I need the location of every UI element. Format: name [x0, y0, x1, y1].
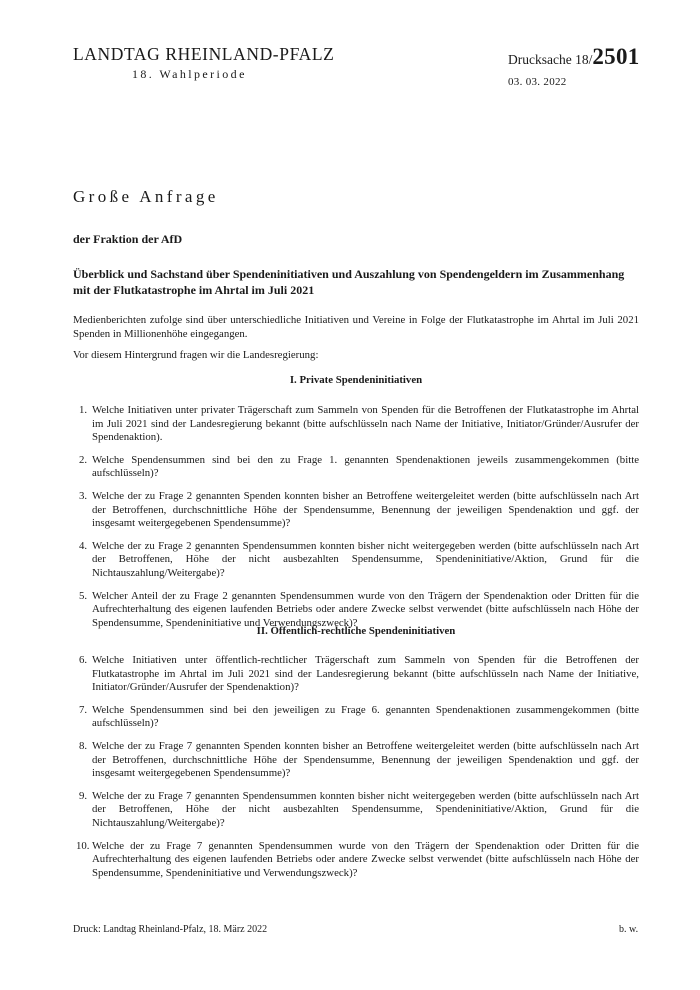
- question-text: Welche Spendensummen sind bei den zu Frage 1. genannten Spendenaktionen jeweils zusammengekommen (bitte aufschlüsseln)?: [92, 453, 639, 480]
- question-number: 8.: [79, 739, 88, 752]
- question-item: [73, 790, 639, 831]
- question-number: 10.: [76, 839, 90, 852]
- lead-sentence: Vor diesem Hintergrund fragen wir die Landesregierung:: [73, 349, 319, 361]
- parliament-name: LANDTAG RHEINLAND-PFALZ: [73, 44, 335, 64]
- question-item: [73, 404, 639, 445]
- faction-line: der Fraktion der AfD: [73, 232, 183, 246]
- question-item: [73, 654, 639, 695]
- question-item: [73, 704, 639, 731]
- question-number: 9.: [79, 789, 88, 802]
- question-number: 5.: [79, 589, 88, 602]
- question-text: Welche Initiativen unter öffentlich-rechtlicher Trägerschaft zum Sammeln von Spenden für die Betroffenen der Flutkatastrophe im Ahrtal im Juli 2021 sind der Landesregierung bekannt (bitte aufschlüsseln nach Name der Initiative, Initiator/Gründer/Ausrufer der Spendenaktion)?: [92, 654, 639, 694]
- question-item: [73, 740, 639, 781]
- subject-heading: Überblick und Sachstand über Spendeninitiativen und Auszahlung von Spendengeldern im Zusammenhang mit der Flutkatastrophe im Ahrtal im Juli 2021: [73, 267, 625, 297]
- question-number: 7.: [79, 703, 88, 716]
- document-date: 03. 03. 2022: [508, 76, 567, 88]
- question-number: 6.: [79, 654, 88, 666]
- question-number: 1.: [79, 404, 88, 416]
- question-text: Welche der zu Frage 7 genannten Spenden konnten bisher an Betroffene weitergeleitet werden (bitte aufschlüsseln nach Art der Betroffenen, durchschnittliche Höhe der Spendensumme, Benennung der jeweiligen Spendenaktion und ggf. der insgesamt weitergegebenen Spendensumme)?: [92, 739, 639, 780]
- question-number: 3.: [79, 489, 88, 502]
- drucksache-number: 2501: [592, 44, 640, 69]
- question-item: [73, 454, 639, 481]
- print-note: Druck: Landtag Rheinland-Pfalz, 18. März 2022: [73, 924, 268, 935]
- question-number: 4.: [79, 539, 88, 552]
- document-type-title: Große Anfrage: [73, 187, 219, 206]
- question-item: [73, 840, 639, 881]
- legislative-period: 18. Wahlperiode: [132, 67, 247, 81]
- question-list-private: [73, 404, 639, 639]
- question-text: Welche Initiativen unter privater Trägerschaft zum Sammeln von Spenden für die Betroffenen der Flutkatastrophe im Ahrtal im Juli 2021 sind der Landesregierung bekannt (bitte aufschlüsseln nach Name der Initiative, Initiator/Gründer/Ausrufer der Spendenaktion).: [92, 404, 639, 444]
- section-heading-public: II. Öffentlich-rechtliche Spendeninitiativen: [256, 625, 456, 637]
- question-number: 2.: [79, 453, 88, 466]
- question-text: Welche der zu Frage 7 genannten Spendensummen konnten bisher nicht weitergegeben werden (bitte aufschlüsseln nach Art der Betroffenen, Höhe der nicht ausbezahlten Spendensumme, Spendeninitiative/Aktion, Grund für die Nichtauszahlung/Weitergabe)?: [92, 789, 639, 829]
- question-list-public: [73, 654, 639, 889]
- continued-note: b. w.: [619, 924, 639, 935]
- question-text: Welche Spendensummen sind bei den jeweiligen zu Frage 6. genannten Spendenaktionen zusammengekommen (bitte aufschlüsseln)?: [92, 703, 639, 730]
- question-text: Welche der zu Frage 2 genannten Spenden konnten bisher an Betroffene weitergeleitet werden (bitte aufschlüsseln nach Art der Betroffenen, durchschnittliche Höhe der Spendensumme, Benennung der jeweiligen Spendenaktion und ggf. der insgesamt weitergegebenen Spendensumme)?: [92, 489, 639, 530]
- question-item: [73, 490, 639, 531]
- question-text: Welche der zu Frage 2 genannten Spendensummen konnten bisher nicht weitergegeben werden (bitte aufschlüsseln nach Art der Betroffenen, Höhe der nicht ausbezahlten Spendensumme, Spendeninitiative/Aktion, Grund für die Nichtauszahlung/Weitergabe)?: [92, 539, 639, 579]
- intro-paragraph: Medienberichten zufolge sind über unterschiedliche Initiativen und Vereine in Folge der Flutkatastrophe im Ahrtal im Juli 2021 Spenden in Millionenhöhe eingegangen.: [73, 314, 639, 340]
- question-item: [73, 540, 639, 581]
- question-text: Welcher Anteil der zu Frage 2 genannten Spendensummen wurde von den Trägern der Spendenaktion oder Dritten für die Aufrechterhaltung des eigenen laufenden Betriebs oder andere Zwecke selbst verwendet (bitte aufschlüsseln nach Höhe der Spendensumme, Spendeninitiative und Verwendungszweck)?: [92, 589, 639, 629]
- drucksache-reference: [508, 44, 640, 70]
- drucksache-label: Drucksache 18/: [508, 52, 593, 67]
- section-heading-private: I. Private Spendeninitiativen: [289, 374, 423, 386]
- question-text: Welche der zu Frage 7 genannten Spendensummen wurde von den Trägern der Spendenaktion oder Dritten für die Aufrechterhaltung des eigenen laufenden Betriebs oder andere Zwecke selbst verwendet (bitte aufschlüsseln nach Höhe der Spendensumme, Spendeninitiative und Verwendungszweck)?: [92, 839, 639, 879]
